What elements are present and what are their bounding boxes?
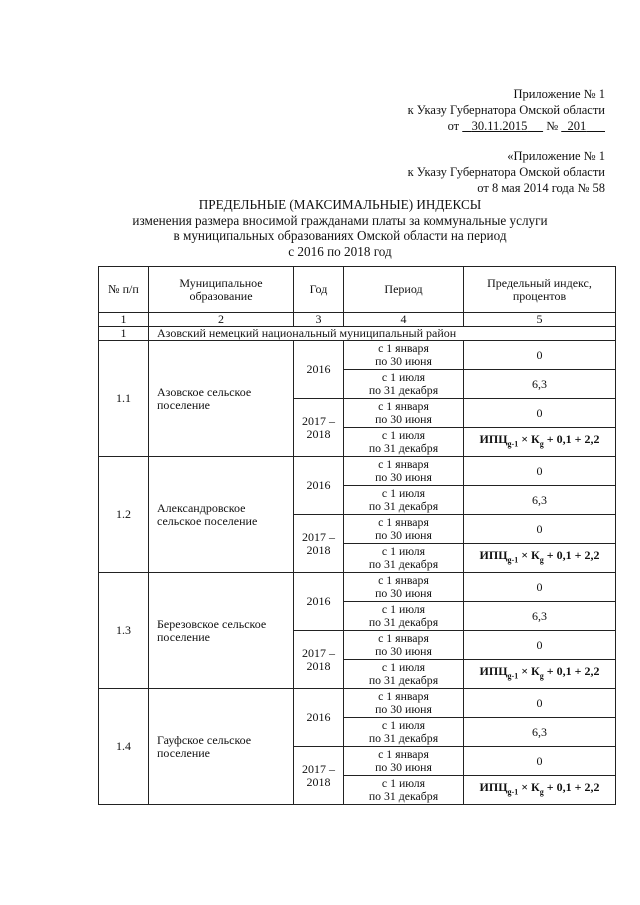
date-prefix: от [447,119,460,133]
row-number: 1.3 [99,573,149,689]
index-value: 0 [464,341,616,370]
title-line-3: в муниципальных образованиях Омской области на период [173,228,507,243]
row-number: 1.1 [99,341,149,457]
original-appendix-title: «Приложение № 1 [507,149,605,163]
index-formula: $ИПЦ_{g-1} \times К_g + 0,1 + 2,2$ [464,660,616,689]
section-row [99,327,616,341]
year-cell: 2016 [294,341,344,399]
decree-number: 201 [567,119,587,133]
col-num: 2 [149,313,294,327]
index-value: 6,3 [464,370,616,399]
header-year: Год [294,267,344,313]
year-cell: 2016 [294,573,344,631]
index-formula: $ИПЦ_{g-1} \times К_g + 0,1 + 2,2$ [464,776,616,805]
col-num: 5 [464,313,616,327]
header-number: № п/п [99,267,149,313]
appendix-date-line [408,118,605,134]
settlement-name: Гауфское сельское поселение [149,689,294,805]
index-value: 6,3 [464,602,616,631]
year-cell: 2016 [294,689,344,747]
index-value: 6,3 [464,486,616,515]
appendix-header [408,86,605,134]
settlement-name: Александровское сельское поселение [149,457,294,573]
year-cell: 2017 – 2018 [294,747,344,805]
section-name: Азовский немецкий национальный муниципальный район [149,327,616,341]
period-cell: с 1 января по 30 июня [344,457,464,486]
period-cell: с 1 июля по 31 декабря [344,660,464,689]
period-cell: с 1 июля по 31 декабря [344,718,464,747]
table-header-row [99,267,616,313]
column-number-row [99,313,616,327]
index-value: 0 [464,399,616,428]
settlement-name: Березовское сельское поселение [149,573,294,689]
document-title [60,197,620,259]
index-value: 0 [464,747,616,776]
appendix-decree: к Указу Губернатора Омской области [407,103,605,117]
col-num: 4 [344,313,464,327]
period-cell: с 1 января по 30 июня [344,747,464,776]
table-row [99,341,616,370]
table-row [99,457,616,486]
decree-date: 30.11.2015 [471,119,528,133]
year-cell: 2017 – 2018 [294,399,344,457]
index-formula: $ИПЦ_{g-1} \times К_g + 0,1 + 2,2$ [464,544,616,573]
number-prefix: № [546,119,559,133]
index-value: 0 [464,457,616,486]
col-num: 1 [99,313,149,327]
section-number: 1 [99,327,149,341]
header-municipality: Муниципальное образование [149,267,294,313]
header-period: Период [344,267,464,313]
header-index: Предельный индекс, процентов [464,267,616,313]
table-row [99,573,616,602]
period-cell: с 1 января по 30 июня [344,689,464,718]
table-row [99,689,616,718]
index-value: 0 [464,515,616,544]
index-value: 6,3 [464,718,616,747]
index-value: 0 [464,689,616,718]
period-cell: с 1 июля по 31 декабря [344,370,464,399]
appendix-title: Приложение № 1 [513,87,605,101]
settlement-rows [99,341,616,805]
settlement-name: Азовское сельское поселение [149,341,294,457]
period-cell: с 1 января по 30 июня [344,631,464,660]
col-num: 3 [294,313,344,327]
year-cell: 2017 – 2018 [294,515,344,573]
period-cell: с 1 января по 30 июня [344,573,464,602]
period-cell: с 1 июля по 31 декабря [344,486,464,515]
period-cell: с 1 января по 30 июня [344,399,464,428]
period-cell: с 1 июля по 31 декабря [344,602,464,631]
original-appendix-header [408,148,605,196]
indices-table [98,266,616,805]
period-cell: с 1 июля по 31 декабря [344,776,464,805]
index-formula: $ИПЦ_{g-1} \times К_g + 0,1 + 2,2$ [464,428,616,457]
original-appendix-date: от 8 мая 2014 года № 58 [477,181,605,195]
period-cell: с 1 января по 30 июня [344,515,464,544]
index-value: 0 [464,573,616,602]
row-number: 1.4 [99,689,149,805]
period-cell: с 1 января по 30 июня [344,341,464,370]
title-line-4: с 2016 по 2018 год [288,243,392,259]
row-number: 1.2 [99,457,149,573]
year-cell: 2017 – 2018 [294,631,344,689]
index-value: 0 [464,631,616,660]
year-cell: 2016 [294,457,344,515]
title-line-2: изменения размера вносимой гражданами платы за коммунальные услуги [132,212,548,228]
original-appendix-decree: к Указу Губернатора Омской области [407,165,605,179]
period-cell: с 1 июля по 31 декабря [344,544,464,573]
period-cell: с 1 июля по 31 декабря [344,428,464,457]
title-line-1: ПРЕДЕЛЬНЫЕ (МАКСИМАЛЬНЫЕ) ИНДЕКСЫ [198,197,482,212]
